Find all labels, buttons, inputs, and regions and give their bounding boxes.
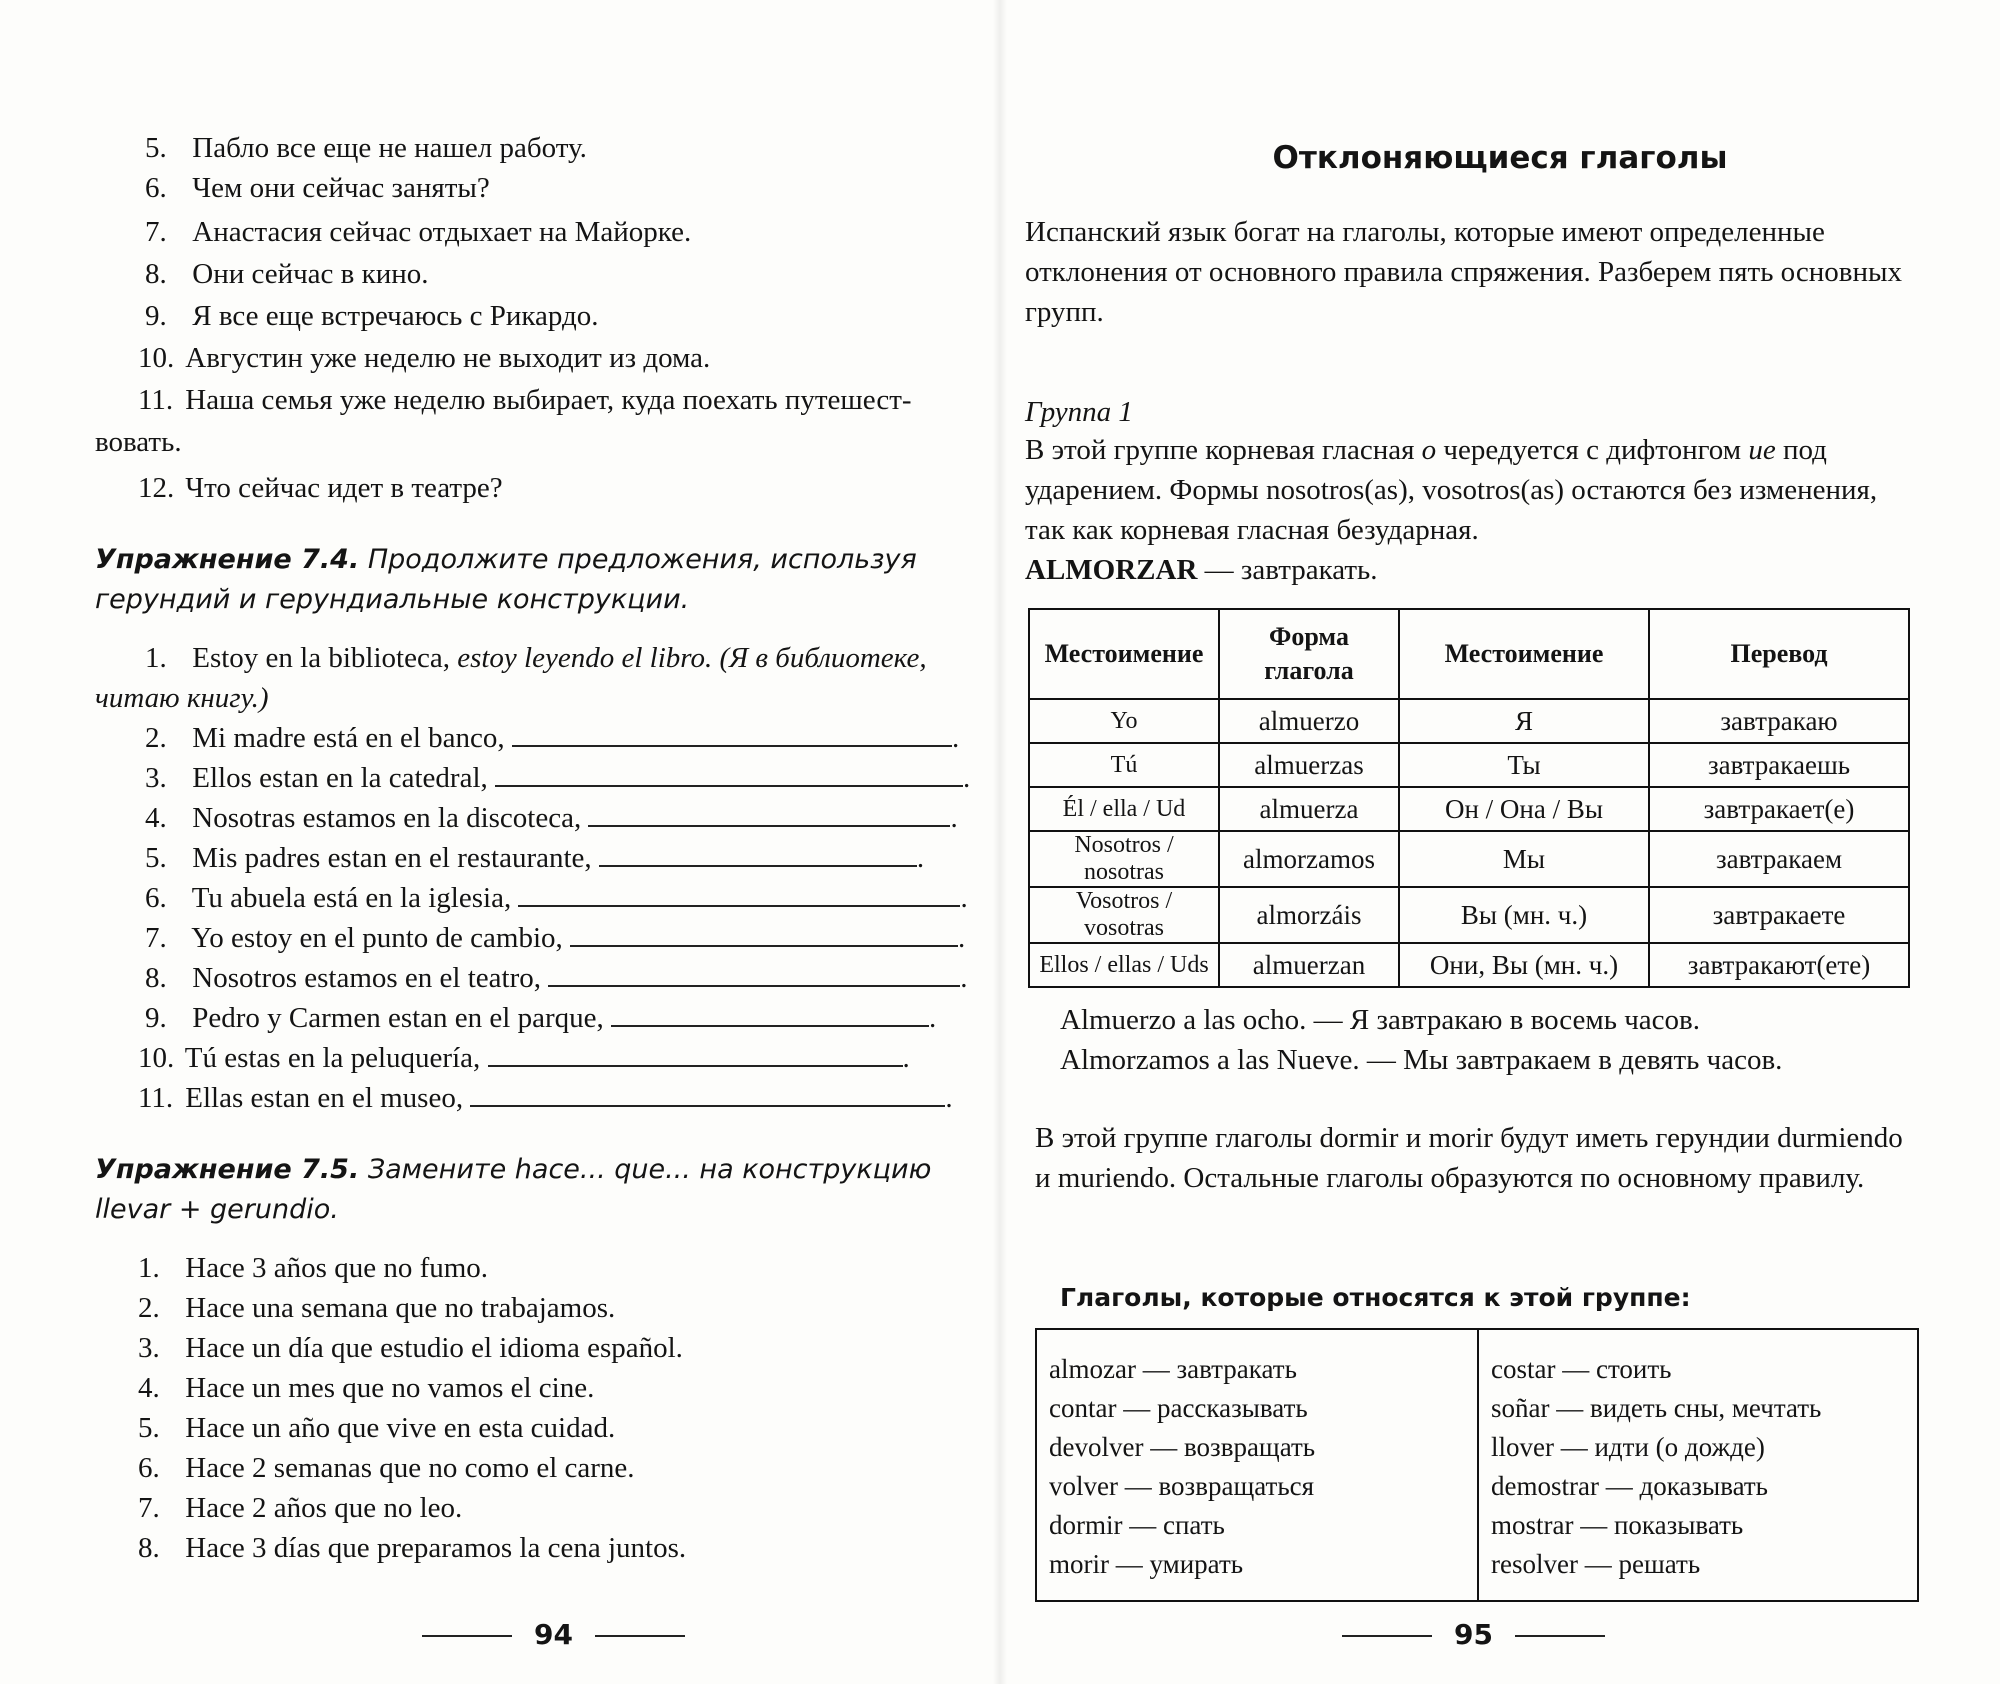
list-item: dormir — спать — [1049, 1510, 1225, 1540]
list-item: costar — стоить — [1491, 1354, 1672, 1384]
table-row — [1029, 743, 1909, 787]
column-header: Форма глагола — [1219, 609, 1399, 699]
list-item: 12. Что сейчас идет в театре? — [138, 472, 503, 504]
answer-blank[interactable] — [599, 841, 917, 867]
list-item: 2. Hace una semana que no trabajamos. — [138, 1292, 616, 1324]
table-cell: завтракаю — [1649, 699, 1909, 743]
verb-list-box — [1035, 1328, 1919, 1602]
list-item: almozar — завтракать — [1049, 1354, 1297, 1384]
table-row — [1029, 787, 1909, 831]
list-item: contar — рассказывать — [1049, 1393, 1308, 1423]
table-row — [1029, 943, 1909, 987]
fill-in-item: 6. Tu abuela está en la iglesia, . — [145, 882, 968, 914]
fill-in-item: 8. Nosotros estamos en el teatro, . — [145, 962, 968, 994]
list-item: devolver — возвращать — [1049, 1432, 1316, 1462]
list-item: 4. Hace un mes que no vamos el cine. — [138, 1372, 595, 1404]
list-item: 9. Я все еще встречаюсь с Рикардо. — [145, 300, 599, 332]
group-description: В этой группе корневая гласная о чередуется с дифтонгом ие под ударением. Формы nosotros(as), vosotros(as) остаются без изменения, так как корневая гласная безударная. — [1025, 434, 1878, 546]
list-item: resolver — решать — [1491, 1549, 1701, 1579]
list-item: 7. Анастасия сейчас отдыхает на Майорке. — [145, 216, 692, 248]
list-item: 7. Hace 2 años que no leo. — [138, 1492, 463, 1524]
verb-list-title: Глаголы, которые относятся к этой группе: — [1060, 1283, 1691, 1312]
verb-heading: ALMORZAR — завтракать. — [1025, 554, 1378, 586]
table-cell: almuerzo — [1219, 699, 1399, 743]
list-item-continuation: вовать. — [95, 426, 182, 458]
answer-blank[interactable] — [470, 1081, 945, 1107]
group-label: Группа 1 — [1025, 396, 1133, 428]
exercise-label: Упражнение 7.5. — [95, 1154, 360, 1185]
exercise-label: Упражнение 7.4. — [95, 544, 360, 575]
answer-blank[interactable] — [548, 961, 960, 987]
list-item: morir — умирать — [1049, 1549, 1244, 1579]
fill-in-item: 10. Tú estas en la peluquería, . — [138, 1042, 910, 1074]
page-number: 95 — [1320, 1618, 1627, 1651]
table-row — [1029, 887, 1909, 943]
list-item: 1. Estoy en la biblioteca, estoy leyendo el libro. (Я в библиотеке, — [145, 642, 927, 674]
table-cell: Он / Она / Вы — [1399, 787, 1649, 831]
list-item-continuation: читаю книгу.) — [95, 682, 269, 714]
list-item: volver — возвращаться — [1049, 1471, 1315, 1501]
list-item: soñar — видеть сны, мечтать — [1491, 1393, 1822, 1423]
list-item: 1. Hace 3 años que no fumo. — [138, 1252, 489, 1284]
answer-blank[interactable] — [588, 801, 950, 827]
list-item: 8. Hace 3 días que preparamos la cena juntos. — [138, 1532, 687, 1564]
page-number: 94 — [400, 1618, 707, 1651]
list-item: 6. Чем они сейчас заняты? — [145, 172, 490, 204]
list-item: 11. Наша семья уже неделю выбирает, куда поехать путешест- — [138, 384, 912, 416]
column-header: Перевод — [1649, 609, 1909, 699]
gerund-note: В этой группе глаголы dormir и morir будут иметь герундии durmiendo и muriendo. Остальные глаголы образуются по основному правилу. — [1035, 1122, 1903, 1194]
fill-in-item: 2. Mi madre está en el banco, . — [145, 722, 960, 754]
table-cell: завтракаете — [1649, 887, 1909, 943]
list-item: 10. Августин уже неделю не выходит из дома. — [138, 342, 711, 374]
table-cell: almuerzas — [1219, 743, 1399, 787]
answer-blank[interactable] — [570, 921, 958, 947]
answer-blank[interactable] — [512, 721, 952, 747]
example-sentence: Almuerzo a las ocho. — Я завтракаю в восемь часов. — [1060, 1004, 1700, 1036]
intro-paragraph: Испанский язык богат на глаголы, которые имеют определенные отклонения от основного правила спряжения. Разберем пять основных групп. — [1025, 216, 1902, 328]
table-cell: Я — [1399, 699, 1649, 743]
table-cell: завтракает(е) — [1649, 787, 1909, 831]
list-item: llover — идти (о дожде) — [1491, 1432, 1765, 1462]
table-cell: Вы (мн. ч.) — [1399, 887, 1649, 943]
table-cell: завтракают(ете) — [1649, 943, 1909, 987]
answer-blank[interactable] — [495, 761, 963, 787]
table-cell: Él / ella / Ud — [1029, 787, 1219, 831]
fill-in-item: 3. Ellos estan en la catedral, . — [145, 762, 971, 794]
table-cell: almuerzan — [1219, 943, 1399, 987]
answer-blank[interactable] — [518, 881, 960, 907]
exercise-7-5-title: Упражнение 7.5. Замените hace... que... на конструкцию llevar + gerundio. — [95, 1154, 932, 1225]
list-item: 6. Hace 2 semanas que no como el carne. — [138, 1452, 635, 1484]
table-header-row — [1029, 609, 1909, 699]
conjugation-table — [1028, 608, 1910, 988]
list-item: 8. Они сейчас в кино. — [145, 258, 429, 290]
answer-blank[interactable] — [488, 1041, 903, 1067]
verb-list-column — [1037, 1330, 1477, 1600]
list-item: mostrar — показывать — [1491, 1510, 1744, 1540]
table-cell: Мы — [1399, 831, 1649, 887]
fill-in-item: 9. Pedro y Carmen estan en el parque, . — [145, 1002, 937, 1034]
table-cell: Yo — [1029, 699, 1219, 743]
table-row — [1029, 831, 1909, 887]
table-cell: завтракаем — [1649, 831, 1909, 887]
table-cell: almorzamos — [1219, 831, 1399, 887]
answer-blank[interactable] — [611, 1001, 929, 1027]
table-cell: Tú — [1029, 743, 1219, 787]
table-cell: завтракаешь — [1649, 743, 1909, 787]
fill-in-item: 11. Ellas estan en el museo, . — [138, 1082, 953, 1114]
section-heading: Отклоняющиеся глаголы — [1272, 140, 1728, 176]
table-cell: almuerza — [1219, 787, 1399, 831]
exercise-7-4-title: Упражнение 7.4. Продолжите предложения, используя герундий и герундиальные конструкции. — [95, 544, 917, 615]
column-header: Местоимение — [1029, 609, 1219, 699]
table-cell: Ellos / ellas / Uds — [1029, 943, 1219, 987]
table-cell: Ты — [1399, 743, 1649, 787]
column-header: Местоимение — [1399, 609, 1649, 699]
table-cell: Они, Вы (мн. ч.) — [1399, 943, 1649, 987]
list-item: demostrar — доказывать — [1491, 1471, 1768, 1501]
list-item: 3. Hace un día que estudio el idioma español. — [138, 1332, 683, 1364]
table-row — [1029, 699, 1909, 743]
list-item: 5. Пабло все еще не нашел работу. — [145, 132, 587, 164]
list-item: 5. Hace un año que vive en esta cuidad. — [138, 1412, 616, 1444]
fill-in-item: 5. Mis padres estan en el restaurante, . — [145, 842, 925, 874]
verb-list-column — [1477, 1330, 1917, 1600]
fill-in-item: 7. Yo estoy en el punto de cambio, . — [145, 922, 966, 954]
fill-in-item: 4. Nosotras estamos en la discoteca, . — [145, 802, 958, 834]
example-sentence: Almorzamos a las Nueve. — Мы завтракаем в девять часов. — [1060, 1044, 1783, 1076]
table-cell: Vosotros / vosotras — [1029, 887, 1219, 943]
table-cell: Nosotros / nosotras — [1029, 831, 1219, 887]
table-cell: almorzáis — [1219, 887, 1399, 943]
